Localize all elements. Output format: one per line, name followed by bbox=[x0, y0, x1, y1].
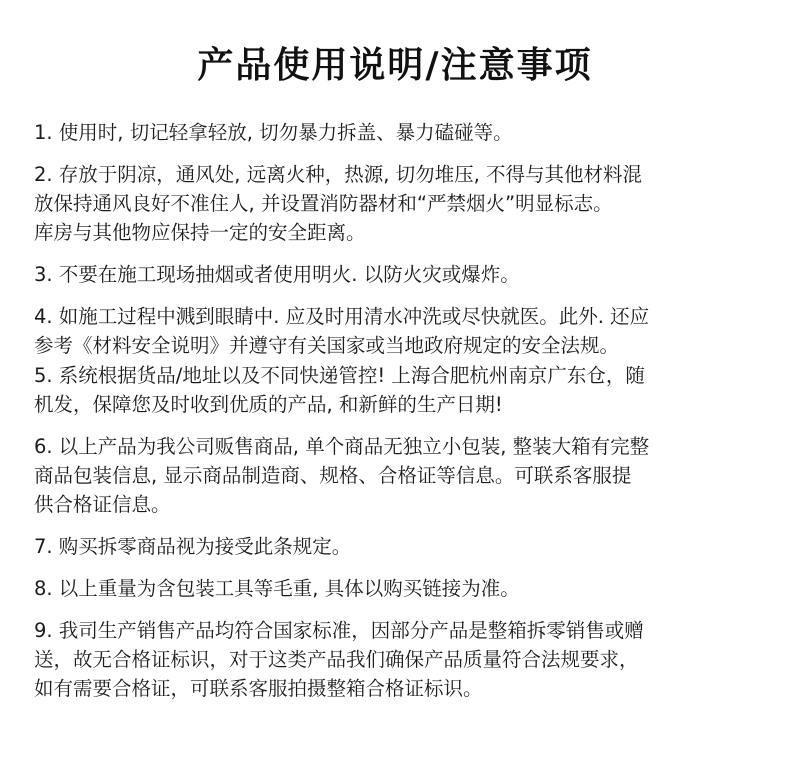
note-line: 7. 购买拆零商品视为接受此条规定。 bbox=[34, 535, 352, 558]
note-item-8 bbox=[34, 574, 764, 603]
note-line: 8. 以上重量为含包装工具等毛重, 具体以购买链接为准。 bbox=[34, 577, 520, 600]
note-item-6 bbox=[34, 432, 764, 519]
note-line: 如有需要合格证，可联系客服拍摄整箱合格证标识。 bbox=[34, 677, 483, 700]
note-item-4 bbox=[34, 302, 764, 360]
note-line: 库房与其他物应保持一定的安全距离。 bbox=[34, 221, 366, 244]
note-item-2 bbox=[34, 160, 764, 247]
note-item-9 bbox=[34, 616, 764, 703]
note-line: 送，故无合格证标识，对于这类产品我们确保产品质量符合法规要求， bbox=[34, 648, 639, 671]
notes-list bbox=[34, 118, 764, 703]
note-line: 供合格证信息。 bbox=[34, 493, 171, 516]
note-item-3 bbox=[34, 260, 764, 289]
note-line: 6. 以上产品为我公司贩售商品, 单个商品无独立小包装, 整装大箱有完整 bbox=[34, 435, 650, 458]
note-line: 5. 系统根据货品/地址以及不同快递管控! 上海合肥杭州南京广东仓，随 bbox=[34, 364, 645, 387]
note-item-5 bbox=[34, 361, 764, 419]
note-line: 1. 使用时, 切记轻拿轻放, 切勿暴力拆盖、暴力磕碰等。 bbox=[34, 121, 513, 144]
note-line: 2. 存放于阴凉，通风处, 远离火种，热源, 切勿堆压, 不得与其他材料混 bbox=[34, 163, 642, 186]
note-line: 4. 如施工过程中溅到眼睛中. 应及时用清水冲洗或尽快就医。此外. 还应 bbox=[34, 305, 650, 328]
note-line: 3. 不要在施工现场抽烟或者使用明火. 以防火灾或爆炸。 bbox=[34, 263, 520, 286]
note-item-1 bbox=[34, 118, 764, 147]
page-title: 产品使用说明/注意事项 bbox=[197, 45, 593, 86]
note-line: 放保持通风良好不准住人, 并设置消防器材和“严禁烟火”明显标志。 bbox=[34, 192, 613, 215]
note-line: 9. 我司生产销售产品均符合国家标准，因部分产品是整箱拆零销售或赠 bbox=[34, 619, 644, 642]
note-line: 机发，保障您及时收到优质的产品, 和新鲜的生产日期! bbox=[34, 393, 503, 416]
note-line: 参考《材料安全说明》并遵守有关国家或当地政府规定的安全法规。 bbox=[34, 334, 620, 357]
note-item-7 bbox=[34, 532, 764, 561]
note-line: 商品包装信息, 显示商品制造商、规格、合格证等信息。可联系客服提 bbox=[34, 464, 632, 487]
